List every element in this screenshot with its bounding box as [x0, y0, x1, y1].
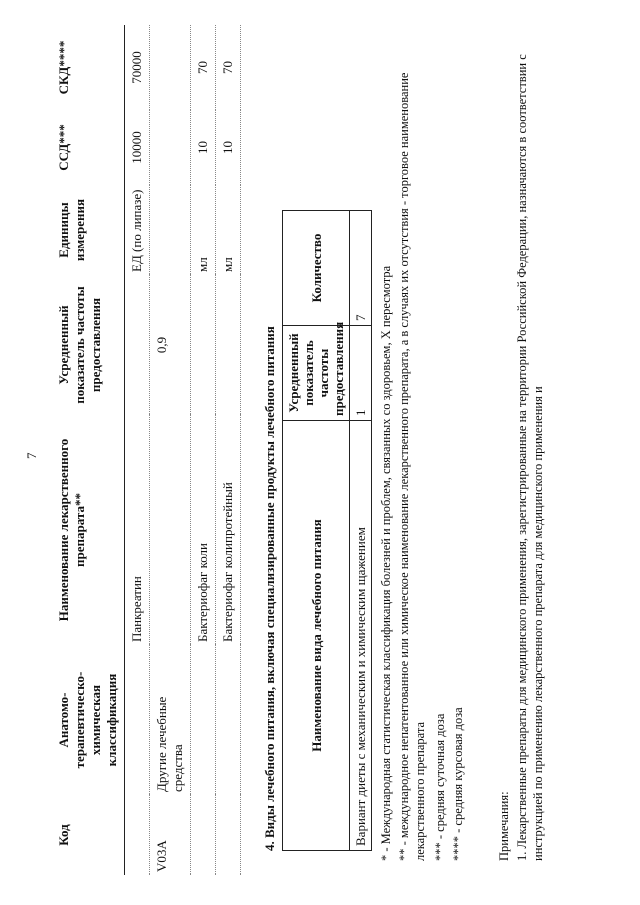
header-code: Код [52, 795, 125, 875]
header-drug-name: Наименование лекарственного препарата** [52, 415, 125, 645]
table-row [216, 25, 241, 875]
cell-code [216, 795, 241, 875]
cell-frequency: 0,9 [150, 275, 191, 415]
header-nutrition-frequency: Усредненный показатель частоты предоставления [283, 326, 350, 421]
header-nutrition-quantity: Количество [283, 211, 350, 326]
cell-unit [150, 185, 191, 275]
footnote-3: *** - средняя суточная доза [433, 713, 447, 861]
table-row [150, 25, 191, 875]
footnote-4: **** - средняя курсовая доза [451, 707, 465, 861]
cell-code [125, 795, 150, 875]
header-unit: Единицы измерения [52, 185, 125, 275]
note-item-1: 1. Лекарственные препараты для медицинского применения, зарегистрированные на территории Российской Федерации, назначаются в соответствии с инструкцией по применению лекарственного препарата для медицинского применения и [515, 54, 545, 861]
header-frequency: Усредненный показатель частоты предоставления [52, 275, 125, 415]
cell-nutrition-name: Вариант диеты с механическим и химическим щажением [350, 421, 372, 851]
section-4-title: 4. Виды лечебного питания, включая специализированные продукты лечебного питания [262, 326, 277, 851]
footnote-2: ** - международное непатентованное или химическое наименование лекарственного препарата, а в случаях их отсутствия - торговое наименование лекарственного препарата [397, 72, 427, 861]
cell-atc [125, 645, 150, 795]
cell-frequency [216, 275, 241, 415]
cell-ssd: 10 [191, 110, 216, 185]
nutrition-table [282, 210, 372, 851]
cell-skd: 70 [191, 25, 216, 110]
cell-unit: мл [216, 185, 241, 275]
header-ssd: ССД*** [52, 110, 125, 185]
drug-table [52, 25, 241, 875]
cell-skd: 70 [216, 25, 241, 110]
cell-nutrition-frequency: 1 [350, 326, 372, 421]
cell-drug-name: Панкреатин [125, 415, 150, 645]
cell-code [191, 795, 216, 875]
cell-drug-name [150, 415, 191, 645]
cell-skd [150, 25, 191, 110]
cell-atc [216, 645, 241, 795]
cell-unit: мл [191, 185, 216, 275]
cell-ssd: 10000 [125, 110, 150, 185]
table-row [125, 25, 150, 875]
cell-ssd: 10 [216, 110, 241, 185]
header-skd: СКД**** [52, 25, 125, 110]
table-row [191, 25, 216, 875]
header-atc: Анатомо-терапевтическо-химическая классификация [52, 645, 125, 795]
cell-frequency [125, 275, 150, 415]
nutrition-table-header [283, 211, 350, 851]
cell-atc [191, 645, 216, 795]
footnote-1: * - Международная статистическая классификация болезней и проблем, связанных со здоровьем, X пересмотра [379, 265, 393, 861]
cell-drug-name: Бактериофаг колипротейный [216, 415, 241, 645]
cell-skd: 70000 [125, 25, 150, 110]
drug-table-header [52, 25, 125, 875]
cell-atc: Другие лечебные средства [150, 645, 191, 795]
page-number: 7 [24, 452, 39, 459]
cell-drug-name: Бактериофаг коли [191, 415, 216, 645]
cell-code: V03A [150, 795, 191, 875]
cell-unit: ЕД (по липазе) [125, 185, 150, 275]
cell-nutrition-quantity: 7 [350, 211, 372, 326]
cell-frequency [191, 275, 216, 415]
header-nutrition-name: Наименование вида лечебного питания [283, 421, 350, 851]
cell-ssd [150, 110, 191, 185]
table-row [350, 211, 372, 851]
notes-title: Примечания: [497, 791, 511, 861]
